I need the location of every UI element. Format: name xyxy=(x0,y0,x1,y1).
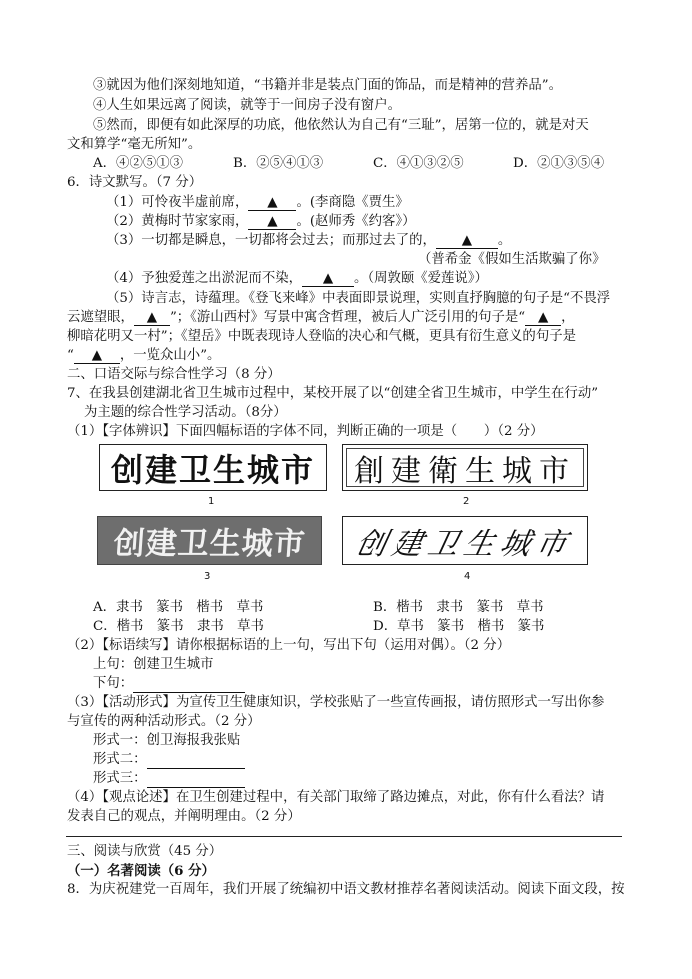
q6-line-1 xyxy=(106,194,409,212)
q6-line-5b-text: 云遮望眼， xyxy=(67,310,134,325)
section-2-title: 二、口语交际与综合性学习（8 分） xyxy=(67,367,281,382)
slogan-text-1: 创建卫生城市 xyxy=(110,450,315,489)
q7-option-d: D．草书 篆书 楷书 篆书 xyxy=(373,619,545,634)
q7-part-2-lower xyxy=(93,675,245,693)
q5-option-c: C．④①③②⑤ xyxy=(373,156,464,171)
answer-blank: ▲ xyxy=(525,310,561,326)
slogan-image-2 xyxy=(342,444,588,491)
q6-line-3 xyxy=(106,232,511,250)
slogan-caption-1: 1 xyxy=(208,496,215,507)
q6-line-5b xyxy=(67,309,575,327)
q6-line-5d-text: ，一览众山小”。 xyxy=(119,348,221,363)
q6-line-2 xyxy=(106,213,415,231)
slogan-inner-frame xyxy=(346,448,584,487)
q7-option-c: C．楷书 篆书 隶书 草书 xyxy=(93,619,264,634)
q7-part-2-lower-label: 下句： xyxy=(93,676,134,691)
answer-line xyxy=(147,773,245,788)
q6-line-5b-text-2: ”；《游山西村》写景中寓含哲理，被后人广泛引用的句子是“ xyxy=(169,310,526,325)
slogan-caption-2: 2 xyxy=(463,496,470,507)
answer-line xyxy=(147,754,245,769)
q7-form-2-label: 形式二： xyxy=(93,752,147,767)
q7-form-2 xyxy=(93,751,245,769)
q7-part-4-line2: 发表自己的观点，并阐明理由。（2 分） xyxy=(67,809,301,824)
q6-line-4 xyxy=(106,270,488,288)
q7-intro-line2: 为主题的综合性学习活动。（8分） xyxy=(84,405,287,420)
q7-option-b: B．楷书 隶书 篆书 草书 xyxy=(373,600,544,615)
q5-option-d: D．②①③⑤④ xyxy=(513,156,605,171)
slogan-caption-4: 4 xyxy=(464,571,471,582)
q5-sentence-5-line1: ⑤然而，即便有如此深厚的功底，他依然认为自己有“三耻”，居第一位的，就是对天 xyxy=(93,118,589,133)
q6-line-2-text: （2）黄梅时节家家雨， xyxy=(106,214,249,229)
slogan-text-2: 創建衛生城市 xyxy=(354,453,576,489)
slogan-text-4: 创建卫生城市 xyxy=(352,526,576,562)
q5-option-a: A．④②⑤①③ xyxy=(93,156,184,171)
q6-line-5d-quote: “ xyxy=(67,348,74,363)
q7-part-4-line1: （4）【观点论述】在卫生创建过程中，有关部门取缔了路边摊点，对此，你有什么看法？请 xyxy=(67,790,605,805)
q7-part-2: （2）【标语续写】请你根据标语的上一句，写出下句（运用对偶）。（2 分） xyxy=(67,638,511,653)
q7-form-3 xyxy=(93,770,245,788)
answer-blank: ▲ xyxy=(436,233,498,249)
q7-part-3-line2: 与宣传的两种活动形式。（2 分） xyxy=(67,714,261,729)
q7-intro-line1: 7、在我县创建湖北省卫生城市过程中，某校开展了以“创建全省卫生城市，中学生在行动” xyxy=(67,386,599,401)
q7-option-a: A．隶书 篆书 楷书 草书 xyxy=(93,600,264,615)
q6-line-5c: 柳暗花明又一村”；《望岳》中既表现诗人登临的决心和气概，更具有衍生意义的句子是 xyxy=(67,329,576,344)
q6-line-1-text: （1）可怜夜半虚前席， xyxy=(106,195,249,210)
section-divider xyxy=(66,836,622,837)
slogan-caption-3: 3 xyxy=(204,571,211,582)
answer-line xyxy=(133,678,245,693)
slogan-image-4 xyxy=(342,516,588,565)
q6-line-1-source: 。(李商隐《贾生》 xyxy=(296,195,409,210)
q5-sentence-4: ④人生如果远离了阅读，就等于一间房子没有窗户。 xyxy=(93,98,401,113)
q6-line-4-text: （4）予独爱莲之出淤泥而不染， xyxy=(106,271,302,286)
answer-blank: ▲ xyxy=(74,348,120,364)
answer-blank: ▲ xyxy=(134,310,170,326)
q5-option-b: B．②⑤④①③ xyxy=(233,156,324,171)
q6-line-3-source: （普希金《假如生活欺骗了你》 xyxy=(418,252,606,267)
q6-line-5a: （5）诗言志，诗蕴理。《登飞来峰》中表面即景说理，实则直抒胸臆的句子是“不畏浮 xyxy=(106,291,611,306)
q6-title: 6．诗文默写。（7 分） xyxy=(67,175,203,190)
q5-sentence-3: ③就因为他们深刻地知道，“书籍并非是装点门面的饰品，而是精神的营养品”。 xyxy=(93,78,562,93)
slogan-text-3: 创建卫生城市 xyxy=(111,526,307,562)
answer-blank: ▲ xyxy=(248,214,296,230)
q6-line-3-text: （3）一切都是瞬息，一切都将会过去；而那过去了的， xyxy=(106,233,436,248)
section-3-subtitle: （一）名著阅读（6 分） xyxy=(67,863,215,879)
q6-line-3-end: 。 xyxy=(497,233,512,248)
slogan-image-3 xyxy=(97,516,322,565)
q7-part-3-line1: （3）【活动形式】为宣传卫生健康知识，学校张贴了一些宣传画报，请仿照形式一写出你参 xyxy=(67,695,605,710)
section-3-title: 三、阅读与欣赏（45 分） xyxy=(67,844,223,859)
q7-form-3-label: 形式三： xyxy=(93,771,147,786)
q7-form-1: 形式一：创卫海报我张贴 xyxy=(93,733,241,748)
answer-blank: ▲ xyxy=(302,271,354,287)
q6-line-5d xyxy=(67,347,220,365)
q5-sentence-5-line2: 文和算学“毫无所知”。 xyxy=(67,137,202,152)
answer-blank: ▲ xyxy=(248,195,296,211)
q7-part-1: （1）【字体辨识】下面四幅标语的字体不同，判断正确的一项是（ ）（2 分） xyxy=(67,424,544,439)
q7-part-2-upper: 上句：创建卫生城市 xyxy=(93,657,214,672)
slogan-image-1 xyxy=(99,444,327,491)
q6-line-4-source: 。（周敦颐《爱莲说》） xyxy=(354,271,488,286)
q8-intro: 8．为庆祝建党一百周年，我们开展了统编初中语文教材推荐名著阅读活动。阅读下面文段，按 xyxy=(67,882,625,897)
q6-line-2-source: 。(赵师秀《约客》） xyxy=(296,214,416,229)
q6-line-5b-comma: ， xyxy=(561,310,575,325)
